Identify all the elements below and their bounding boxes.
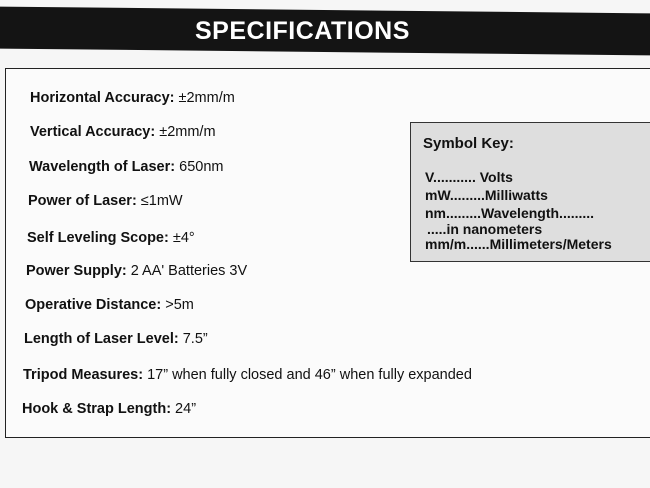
- spec-label: Power Supply:: [26, 263, 127, 279]
- spec-value: ±4°: [168, 230, 195, 246]
- spec-label: Vertical Accuracy:: [30, 124, 156, 140]
- spec-value: ±2mm/m: [174, 90, 235, 106]
- spec-value: 17” when fully closed and 46” when fully expanded: [143, 367, 472, 383]
- spec-value: ≤1mW: [136, 193, 183, 209]
- spec-value: 24”: [171, 401, 197, 417]
- spec-row-horizontal-accuracy: [30, 90, 235, 106]
- page-title: SPECIFICATIONS: [194, 16, 410, 45]
- spec-row-wavelength: [29, 159, 223, 175]
- header-bar: [0, 7, 650, 56]
- spec-row-vertical-accuracy: [30, 124, 216, 140]
- symbol-key-line: mW.........Milliwatts: [425, 187, 548, 203]
- spec-value: 2 AA' Batteries 3V: [126, 263, 248, 279]
- symbol-key-line: nm.........Wavelength.........: [425, 205, 595, 221]
- symbol-key-line: .....in nanometers: [427, 221, 543, 237]
- symbol-key-line: V........... Volts: [425, 169, 513, 185]
- spec-row-power-of-laser: [28, 193, 183, 209]
- spec-label: Self Leveling Scope:: [27, 230, 169, 246]
- spec-label: Power of Laser:: [28, 193, 137, 209]
- spec-label: Length of Laser Level:: [24, 331, 179, 347]
- spec-row-self-leveling-scope: [27, 230, 195, 246]
- spec-row-hook-strap-length: [22, 401, 196, 417]
- spec-label: Hook & Strap Length:: [22, 401, 172, 417]
- spec-row-operative-distance: [25, 297, 194, 313]
- spec-value: 650nm: [175, 159, 224, 175]
- symbol-key-line: mm/m......Millimeters/Meters: [425, 236, 612, 252]
- spec-value: 7.5”: [178, 331, 208, 347]
- spec-label: Tripod Measures:: [23, 367, 144, 383]
- spec-value: ±2mm/m: [155, 124, 216, 140]
- spec-value: >5m: [161, 297, 194, 313]
- spec-row-length-of-laser-level: [24, 331, 208, 347]
- symbol-key-title: Symbol Key:: [423, 135, 514, 152]
- spec-label: Horizontal Accuracy:: [30, 90, 175, 106]
- spec-label: Operative Distance:: [25, 297, 162, 313]
- spec-row-tripod-measures: [23, 367, 472, 383]
- symbol-key-box: [410, 122, 650, 262]
- spec-label: Wavelength of Laser:: [29, 159, 176, 175]
- spec-row-power-supply: [26, 263, 247, 279]
